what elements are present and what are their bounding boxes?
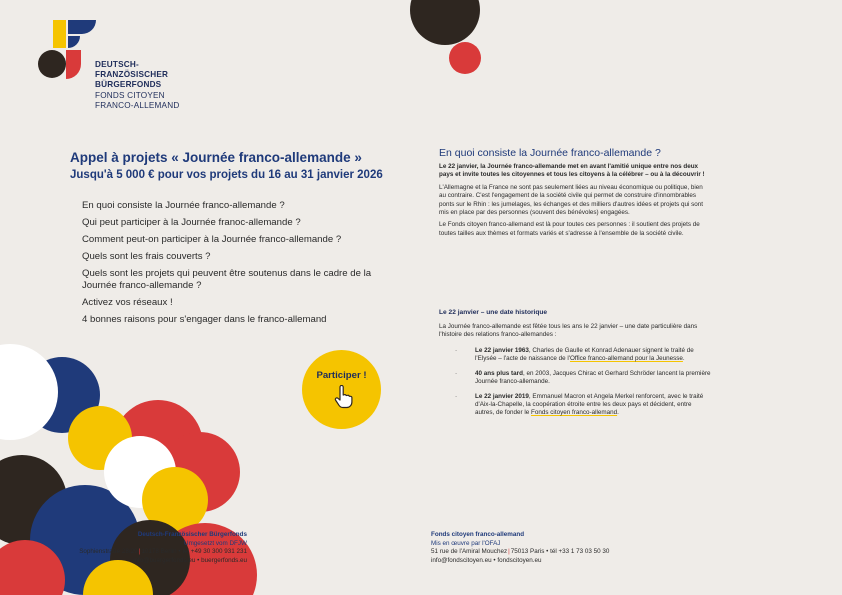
section-heading-history: Le 22 janvier – une date historique: [439, 309, 548, 316]
footer-address: [431, 548, 731, 557]
footer-bullet: •: [197, 556, 200, 564]
toc-link[interactable]: Quels sont les projets qui peuvent être soutenus dans le cadre de la Journée franco-allemande ?: [82, 268, 372, 291]
footer-org-sub: Umgesetzt vom DFJW: [184, 539, 247, 547]
circle: [449, 42, 481, 74]
bullet-text: , Emmanuel Macron et Angela Merkel renforcent, avec le traité d'Aix-la-Chapelle, la coopération étroite entre les deux pays et décident, entre autres, de fonder le: [475, 392, 704, 417]
bullet-marker: ·: [455, 369, 458, 377]
bullet-tail: .: [682, 355, 685, 363]
circle: [410, 0, 480, 45]
section-paragraph: L'Allemagne et la France ne sont pas seulement liées au niveau économique ou politique, bien au contraire. C'est l'engagement de la société civile qui permet de construire d'innombrables ponts sur le Rhin : les jumelages, les échanges et des milliers d'autres idées et projets qui sont mis en place par des personnes (souvent des bénévoles) engagées.: [439, 183, 704, 217]
logo-mark: [38, 20, 96, 79]
footer-email-link[interactable]: info@buergerfonds.eu: [133, 556, 196, 564]
history-list: [455, 347, 712, 424]
footer-tel: tel +49 30 300 931 231: [182, 548, 247, 556]
footer-contact: [431, 557, 731, 566]
list-item: [455, 347, 712, 364]
footer-web-link[interactable]: fondscitoyen.eu: [497, 556, 542, 564]
footer-email-link[interactable]: info@fondscitoyen.eu: [431, 556, 492, 564]
logo-line: DEUTSCH-: [95, 60, 139, 69]
bullet-marker: ·: [455, 347, 458, 354]
footer-bullet: •: [178, 548, 181, 556]
list-item: [455, 392, 712, 418]
participate-button[interactable]: [302, 350, 381, 429]
page-title: Appel à projets « Journée franco-allemande »: [70, 150, 362, 165]
toc-link[interactable]: 4 bonnes raisons pour s'engager dans le franco-allemand: [82, 314, 327, 325]
fonds-citoyen-link[interactable]: Fonds citoyen franco-allemand: [531, 409, 618, 417]
logo-line: BÜRGERFONDS: [95, 80, 162, 90]
logo-line: FRANCO-ALLEMAND: [95, 100, 180, 110]
hand-pointer-icon: [333, 385, 353, 409]
toc-link[interactable]: Quels sont les frais couverts ?: [82, 251, 211, 262]
footer-tel: tél +33 1 73 03 50 30: [550, 548, 610, 556]
bullet-text: , Charles de Gaulle et Konrad Adenauer signent le traité de l'Elysée – l'acte de naissance de l': [475, 347, 694, 363]
footer-bullet: •: [546, 548, 549, 556]
logo-line: FONDS CITOYEN: [95, 90, 165, 100]
section-intro: Le 22 janvier, la Journée franco-allemande met en avant l'amitié unique entre nos deux pays et invite toutes les citoyennes et tous les citoyens à la célébrer – ou à la découvrir !: [439, 163, 705, 179]
footer-separator: |: [508, 548, 510, 556]
footer-org-name: Deutsch-Französischer Bürgerfonds: [137, 531, 247, 538]
logo-line: FRANZÖSISCHER: [95, 70, 169, 80]
bullet-marker: ·: [455, 392, 458, 400]
footer-bullet: •: [493, 556, 496, 564]
toc-link[interactable]: En quoi consiste la Journée franco-allemande ?: [82, 200, 285, 211]
toc-link[interactable]: Qui peut participer à la Journée franoc-allemande ?: [82, 217, 301, 228]
section-overview: [439, 163, 711, 242]
footer-org-name: Fonds citoyen franco-allemand: [431, 531, 525, 538]
bullet-text: , en 2003, Jacques Chirac et Gerhard Schröder lancent la première Journée franco-allemande.: [475, 369, 711, 386]
toc-link[interactable]: Comment peut-on participer à la Journée franco-allemande ?: [82, 234, 342, 245]
footer-street: 51 rue de l'Amiral Mouchez: [431, 548, 508, 556]
bullet-lead: Le 22 janvier 1963: [475, 347, 529, 354]
footer-street: Sophienstraße 28/29: [79, 548, 138, 556]
bullet-lead: 40 ans plus tard: [475, 369, 523, 377]
list-item: [455, 369, 712, 387]
page-subtitle: Jusqu'à 5 000 € pour vos projets du 16 au 31 janvier 2026: [70, 169, 383, 181]
bullet-tail: .: [617, 409, 619, 417]
section-paragraph: Le Fonds citoyen franco-allemand est là pour toutes ces personnes : il soutient des projets de toutes tailles aux thèmes et formats variés et s'adresse à l'ensemble de la société civile.: [439, 221, 700, 237]
footer-separator: |: [138, 548, 141, 556]
footer-address: [0, 548, 247, 557]
history-intro: La Journée franco-allemande est fêtée tous les ans le 22 janvier – une date particulière dans l'histoire des relations franco-allemandes :: [439, 323, 698, 339]
table-of-contents: [82, 200, 382, 331]
toc-link[interactable]: Activez vos réseaux !: [82, 297, 173, 308]
footer-city: 75013 Paris: [510, 548, 545, 556]
footer-web-link[interactable]: buergerfonds.eu: [201, 556, 247, 564]
bullet-lead: Le 22 janvier 2019: [475, 392, 529, 400]
footer-org-sub: Mis en œuvre par l'OFAJ: [431, 539, 501, 547]
ofaj-link[interactable]: Office franco-allemand pour la Jeunesse: [569, 355, 683, 363]
footer-city: 10178 Berlin: [141, 548, 177, 556]
section-heading-overview: En quoi consiste la Journée franco-allemande ?: [439, 147, 661, 159]
footer-france: [431, 531, 731, 565]
participate-button-label: Participer !: [316, 370, 367, 381]
logo-text: [95, 60, 179, 111]
footer-germany: [0, 531, 247, 565]
footer-contact: [0, 557, 247, 566]
